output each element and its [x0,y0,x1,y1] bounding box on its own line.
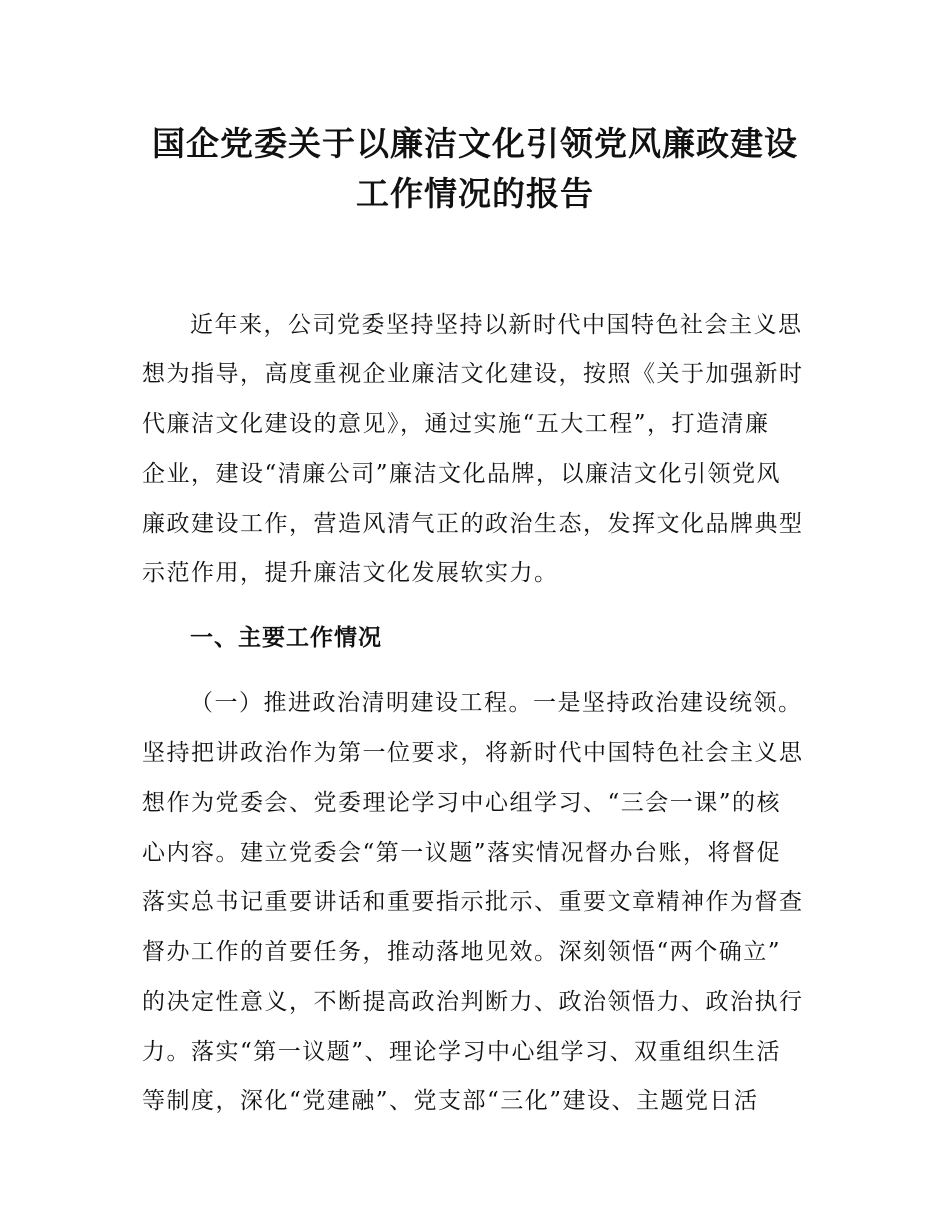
document-title-line-2: 工作情况的报告 [356,174,594,213]
paragraph-2-line-5: 落实总书记重要讲话和重要指示批示、重要文章精神作为督查 [142,889,804,915]
document-title-line-1: 国企党委关于以廉洁文化引领党风廉政建设 [152,124,798,163]
paragraph-2-line-4: 心内容。建立党委会“第一议题”落实情况督办台账，将督促 [142,840,782,866]
paragraph-1-line-4: 企业，建设“清廉公司”廉洁文化品牌，以廉洁文化引领党风 [142,461,782,487]
paragraph-1-line-6: 示范作用，提升廉洁文化发展软实力。 [142,560,559,586]
paragraph-1-line-3: 代廉洁文化建设的意见》，通过实施“五大工程”，打造清廉 [142,411,770,437]
paragraph-1-line-2: 想为指导，高度重视企业廉洁文化建设，按照《关于加强新时 [142,361,804,387]
paragraph-1-line-5: 廉政建设工作，营造风清气正的政治生态，发挥文化品牌典型 [142,511,804,537]
paragraph-2-line-3: 想作为党委会、党委理论学习中心组学习、“三会一课”的核 [142,790,782,816]
paragraph-2-line-1: （一）推进政治清明建设工程。一是坚持政治建设统领。 [190,690,803,716]
section-1-heading: 一、主要工作情况 [190,625,382,651]
paragraph-1-line-1: 近年来，公司党委坚持坚持以新时代中国特色社会主义思 [190,312,803,338]
paragraph-2-line-9: 等制度，深化“党建融”、党支部“三化”建设、主题党日活 [142,1088,759,1114]
paragraph-2-line-2: 坚持把讲政治作为第一位要求，将新时代中国特色社会主义思 [142,740,804,766]
paragraph-2-line-6: 督办工作的首要任务，推动落地见效。深刻领悟“两个确立” [142,939,782,965]
paragraph-2-line-8: 力。落实“第一议题”、理论学习中心组学习、双重组织生活 [142,1039,782,1065]
paragraph-2-line-7: 的决定性意义，不断提高政治判断力、政治领悟力、政治执行 [142,989,804,1015]
